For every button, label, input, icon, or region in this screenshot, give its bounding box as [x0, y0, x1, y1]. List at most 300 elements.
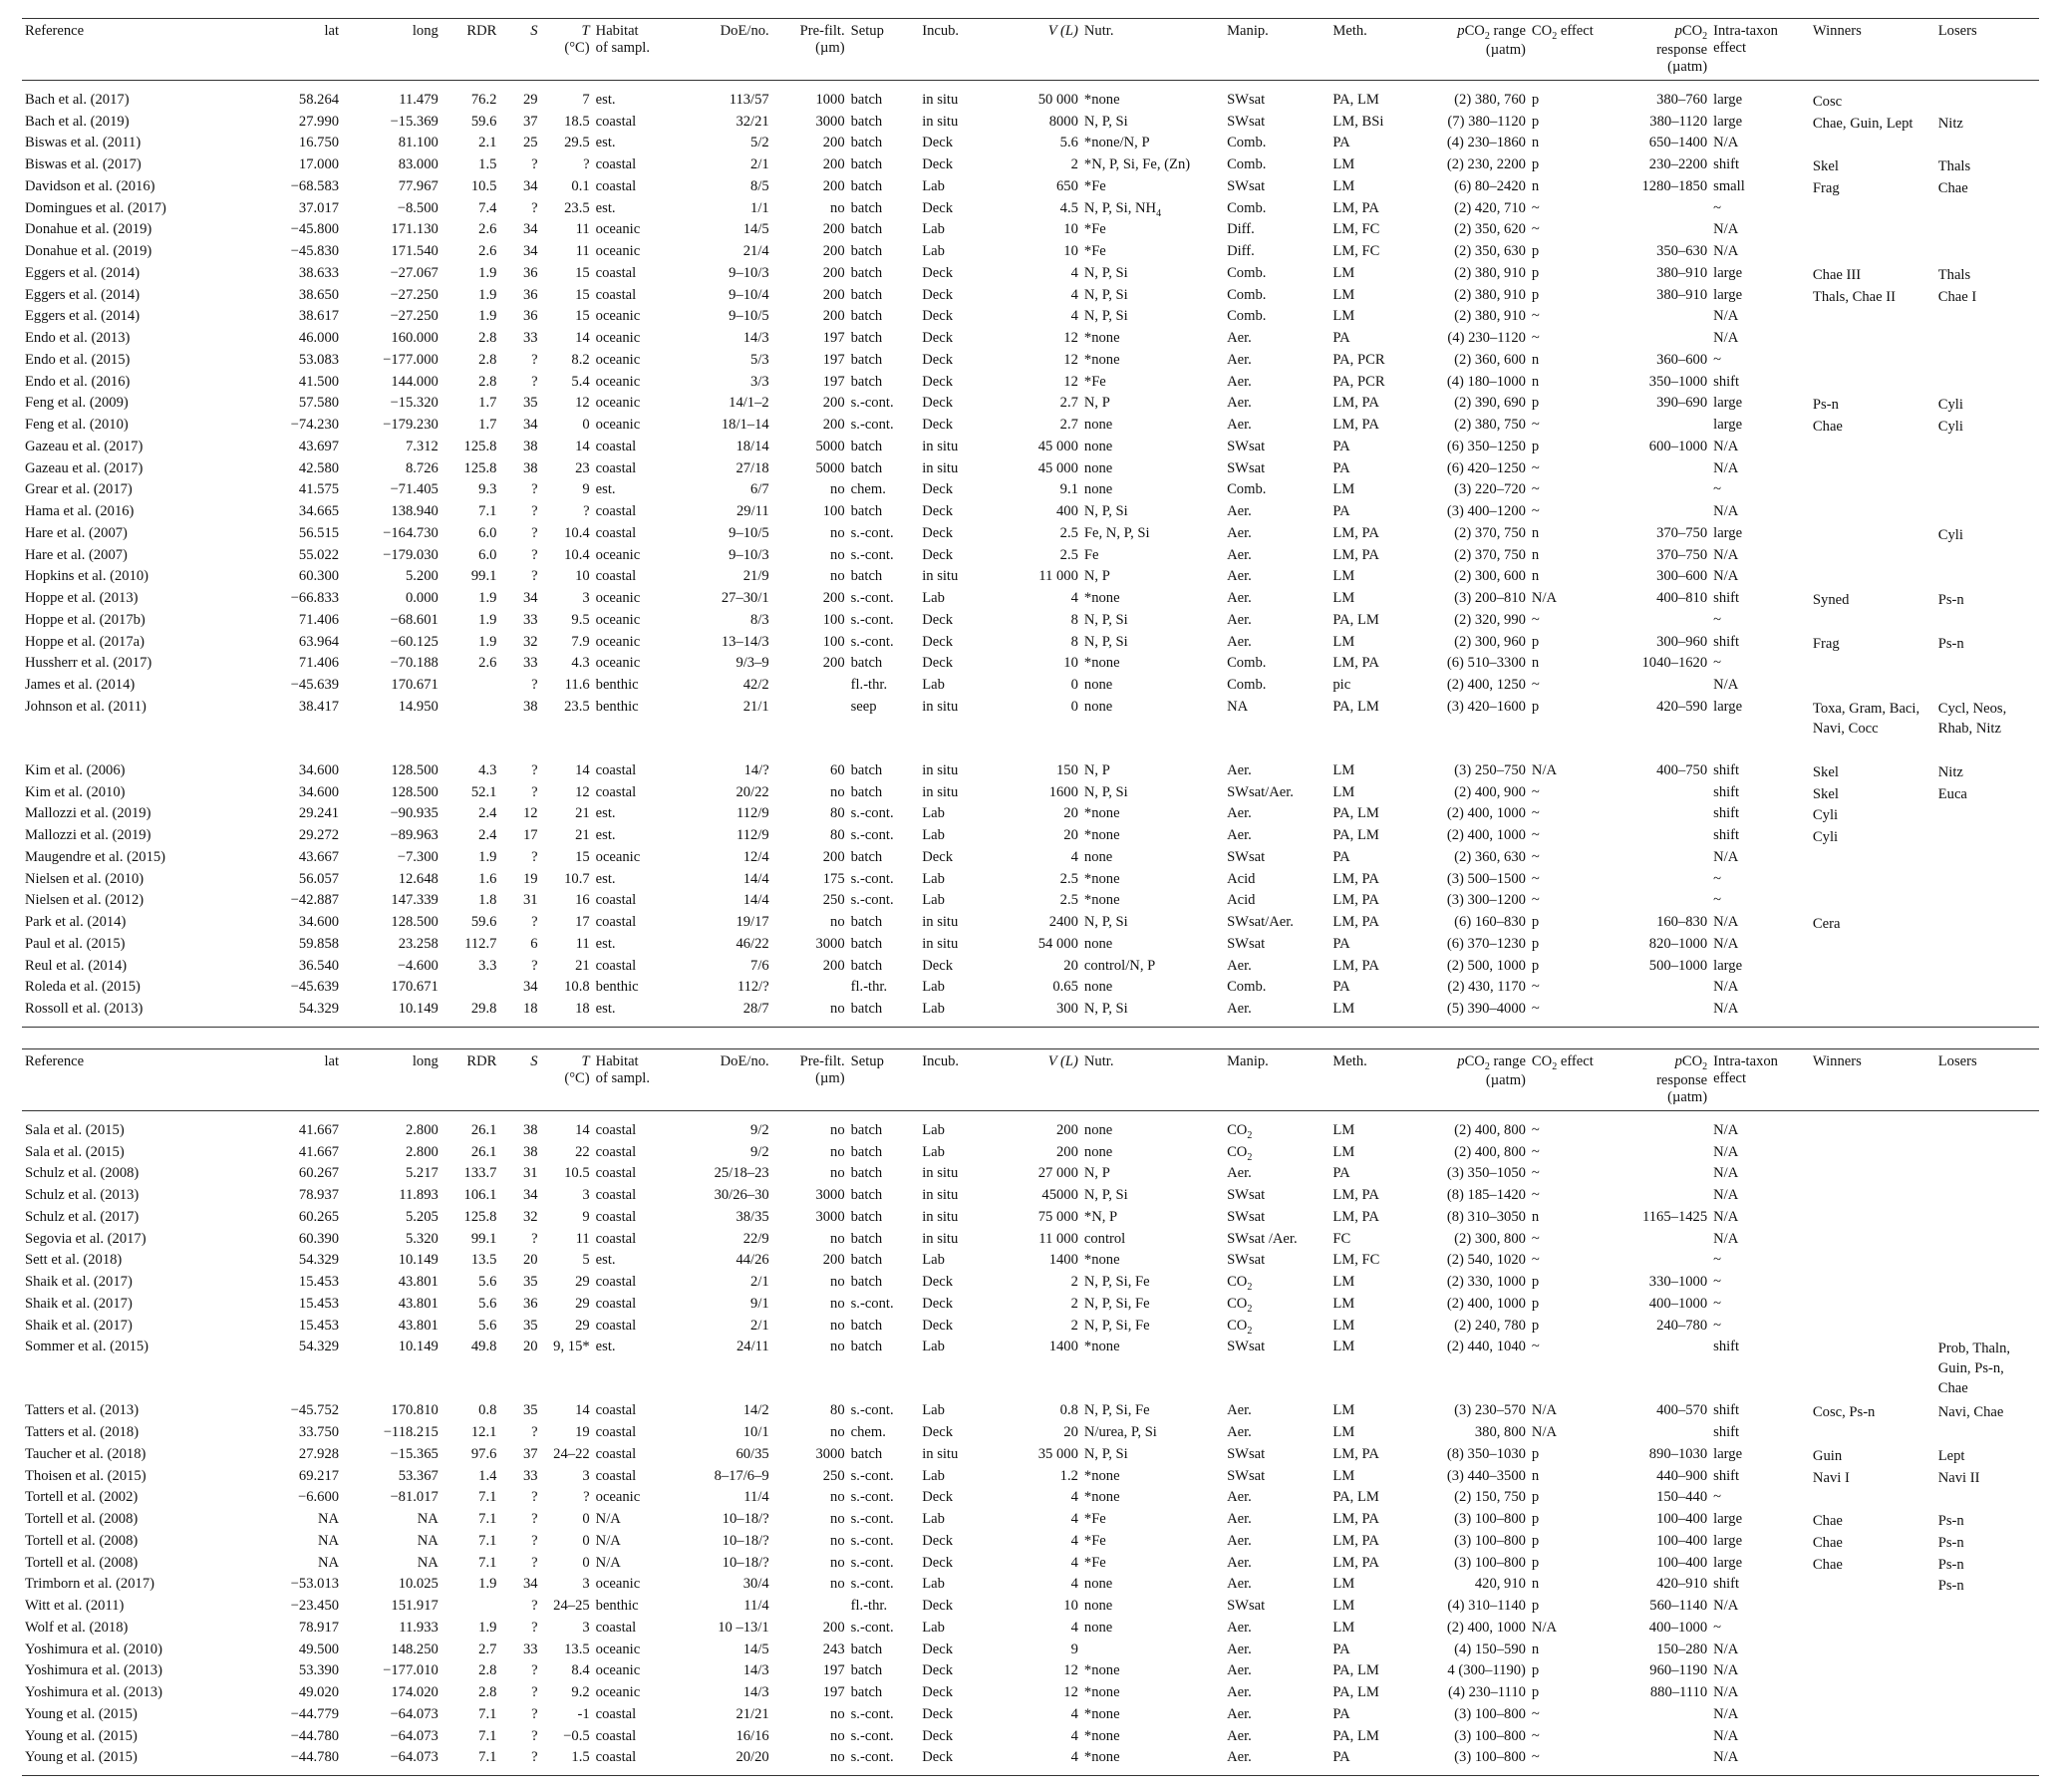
table-row [22, 893, 2039, 915]
cell-manip: Aer. [1227, 524, 1252, 541]
cell-setup: batch [850, 373, 883, 390]
cell-lat: −44.780 [268, 1750, 342, 1775]
cell-long: 77.967 [398, 177, 439, 194]
table-row [22, 309, 2039, 331]
cell-effect: ~ [1531, 805, 1540, 822]
cell-lat: −68.583 [290, 177, 340, 194]
cell-pre: no [830, 1143, 845, 1160]
cell-s: ? [499, 1750, 540, 1775]
cell-incub: in situ [922, 1230, 959, 1247]
cell-manip: $CO_2$ [1227, 1274, 1253, 1294]
table-row [22, 1643, 2039, 1664]
cell-nutr: N, P, Si [1083, 1187, 1128, 1204]
cell-manip: Aer. [1227, 503, 1252, 520]
cell-incub: Deck [922, 264, 953, 281]
cell-t: 14 [575, 1121, 590, 1138]
cell-rdr: 7.1 [478, 1489, 497, 1506]
cell-lat: −23.450 [290, 1598, 340, 1615]
cell-lose [1935, 440, 2039, 461]
cell-long: NA [417, 1554, 439, 1571]
cell-nutr: none [1083, 677, 1113, 694]
cell-setup: batch [850, 1445, 883, 1462]
cell-intra: large [1713, 698, 1743, 715]
cell-pre: 3000 [815, 1208, 845, 1225]
cell-t: 21 [575, 805, 590, 822]
cell-incub: Lab [922, 1121, 945, 1138]
cell-lose [1935, 1729, 2039, 1751]
cell-resp: 150–280 [1656, 1641, 1708, 1657]
cell-lat: 37.017 [298, 199, 340, 216]
cell-doe: 20/22 [736, 783, 769, 800]
cell-rdr: 26.1 [470, 1143, 497, 1160]
cell-v: 8 [1070, 633, 1078, 650]
cell-pre: 175 [822, 870, 845, 887]
cell-rdr: 2.8 [478, 1684, 497, 1701]
cell-win [1810, 136, 1935, 157]
cell-s: ? [531, 1554, 538, 1571]
cell-rdr: 1.9 [478, 1576, 497, 1593]
cell-ref: Schulz et al. (2017) [25, 1208, 140, 1225]
cell-pre: no [830, 1511, 845, 1528]
cell-doe: 9–10/4 [729, 286, 769, 303]
cell-t: 7 [582, 91, 590, 108]
cell-effect: p [1531, 1598, 1540, 1615]
cell-setup: batch [850, 1208, 883, 1225]
cell-incub: in situ [922, 935, 959, 952]
cell-s: 36 [523, 1295, 538, 1312]
cell-effect: N/A [1531, 590, 1558, 607]
cell-range: (3) 100–800 [1454, 1727, 1526, 1744]
cell-lose: Navi, Chae [1937, 1404, 2004, 1421]
cell-incub: Lab [922, 979, 945, 996]
cell-ref: Eggers et al. (2014) [25, 308, 141, 325]
column-header-resp [1618, 1049, 1710, 1111]
cell-doe: 42/2 [742, 677, 769, 694]
cell-setup: batch [848, 1002, 920, 1027]
cell-range: (2) 300, 960 [1454, 633, 1526, 650]
cell-range: (2) 400, 800 [1454, 1121, 1526, 1138]
cell-v: 20 [1063, 827, 1078, 844]
cell-s: 38 [523, 1121, 538, 1138]
cell-range: (2) 400, 1000 [1446, 805, 1526, 822]
cell-pre: 3000 [815, 1187, 845, 1204]
cell-rdr [441, 1599, 500, 1621]
cell-t: 18 [541, 1002, 593, 1027]
cell-incub: Deck [919, 1750, 1001, 1775]
cell-v: 2.7 [1059, 417, 1078, 434]
column-header-win [1810, 1049, 1935, 1111]
table-row [22, 1188, 2039, 1210]
cell-doe: 1/1 [750, 199, 769, 216]
table-row [22, 1145, 2039, 1167]
cell-nutr: *Fe [1083, 1554, 1106, 1571]
column-header-doe-line-1: DoE/no. [720, 1053, 769, 1069]
cell-range: (2) 300, 600 [1454, 568, 1526, 585]
cell-intra: N/A [1710, 1750, 1810, 1775]
cell-meth: LM, BSi [1332, 113, 1384, 130]
cell-s: 31 [523, 892, 538, 909]
table-row [22, 331, 2039, 353]
cell-intra: ~ [1713, 1317, 1722, 1334]
cell-resp: 360–600 [1656, 351, 1708, 368]
cell-t: 9.5 [571, 611, 590, 628]
cell-meth: LM [1332, 1339, 1355, 1355]
cell-rdr: 26.1 [470, 1121, 497, 1138]
cell-win [1810, 1707, 1935, 1729]
cell-rdr: 7.1 [478, 1554, 497, 1571]
cell-manip: Diff. [1227, 243, 1255, 260]
cell-long: 170.810 [391, 1402, 439, 1419]
cell-lat: 57.580 [298, 395, 340, 412]
cell-hab: coastal [595, 264, 637, 281]
cell-rdr: 0.8 [478, 1402, 497, 1419]
cell-s: 32 [523, 1208, 538, 1225]
cell-setup: batch [850, 438, 883, 454]
cell-effect: ~ [1531, 417, 1540, 434]
cell-win: Toxa, Gram, Baci, Navi, Cocc [1812, 700, 1920, 737]
cell-win: Guin [1812, 1447, 1843, 1464]
cell-manip: Acid [1227, 892, 1256, 909]
cell-t: ? [583, 156, 590, 173]
table-row [22, 1425, 2039, 1447]
cell-pre: no [830, 1424, 845, 1441]
cell-ref: Schulz et al. (2008) [25, 1165, 140, 1182]
cell-win [1810, 959, 1935, 981]
cell-rdr: 125.8 [463, 459, 497, 476]
cell-lat: 53.390 [298, 1662, 340, 1679]
cell-intra: ~ [1713, 1252, 1722, 1269]
cell-v: 650 [1056, 177, 1078, 194]
cell-effect: p [1531, 1511, 1540, 1528]
cell-meth: LM [1332, 1402, 1355, 1419]
cell-manip: Aer. [1227, 1165, 1252, 1182]
cell-intra: large [1713, 1532, 1743, 1549]
cell-intra: shift [1713, 1467, 1740, 1484]
cell-lat: 41.575 [298, 481, 340, 498]
cell-long: −164.730 [383, 524, 439, 541]
cell-pre: 80 [830, 827, 845, 844]
cell-nutr: *none [1083, 1684, 1120, 1701]
cell-long: −4.600 [397, 957, 439, 974]
cell-win [1810, 1188, 1935, 1210]
cell-rdr: 10.5 [470, 177, 497, 194]
cell-lose [1935, 678, 2039, 700]
cell-incub: Deck [922, 611, 953, 628]
cell-range: (2) 440, 1040 [1446, 1339, 1526, 1355]
cell-hab: coastal [595, 1317, 637, 1334]
cell-nutr: *Fe [1083, 373, 1106, 390]
table-row [22, 1469, 2039, 1491]
cell-v: 4 [1070, 308, 1078, 325]
cell-lose [1935, 201, 2039, 223]
cell-ref: Hussherr et al. (2017) [25, 655, 152, 672]
column-header-doe-line-1: DoE/no. [720, 23, 769, 39]
cell-lat: 58.264 [298, 91, 340, 108]
cell-hab: coastal [595, 1619, 637, 1636]
cell-ref: Mallozzi et al. (2019) [25, 805, 151, 822]
cell-incub: Deck [922, 417, 953, 434]
column-header-t-line-1: T [581, 23, 590, 39]
cell-range: (4) 180–1000 [1446, 373, 1526, 390]
cell-manip: Comb. [1227, 308, 1267, 325]
cell-meth: LM [1332, 1295, 1355, 1312]
cell-ref: Biswas et al. (2011) [25, 135, 142, 151]
cell-t: 23 [575, 459, 590, 476]
cell-setup: batch [850, 113, 883, 130]
cell-effect: ~ [1531, 892, 1540, 909]
cell-rdr: 5.6 [478, 1317, 497, 1334]
cell-hab: oceanic [595, 1662, 641, 1679]
cell-nutr: *none [1083, 892, 1120, 909]
cell-setup: s.-cont. [850, 870, 894, 887]
cell-ref: Hoppe et al. (2013) [25, 590, 139, 607]
cell-meth: PA, LM [1332, 827, 1379, 844]
cell-range: (2) 400, 1000 [1446, 1619, 1526, 1636]
cell-range: (3) 350–1050 [1446, 1165, 1526, 1182]
cell-lat: −44.779 [290, 1705, 340, 1722]
cell-range: (6) 370–1230 [1446, 935, 1526, 952]
cell-hab: oceanic [595, 308, 641, 325]
cell-long: 10.149 [398, 1339, 439, 1355]
cell-t: 9, 15* [553, 1339, 590, 1355]
cell-v: 2.5 [1059, 546, 1078, 563]
cell-win: Skel [1812, 158, 1839, 175]
table-row [22, 1319, 2039, 1341]
cell-lose [1935, 850, 2039, 872]
cell-range: (6) 160–830 [1454, 914, 1526, 931]
cell-setup: batch [850, 655, 883, 672]
cell-meth: LM [1332, 481, 1355, 498]
cell-win [1810, 222, 1935, 244]
column-header-nutr-line-1: Nutr. [1083, 23, 1114, 39]
cell-effect: p [1531, 1684, 1540, 1701]
cell-ref: Davidson et al. (2016) [25, 177, 155, 194]
cell-long: 10.149 [342, 1002, 441, 1027]
cell-effect: ~ [1531, 1187, 1540, 1204]
cell-meth: PA [1332, 330, 1350, 347]
cell-hab: oceanic [595, 395, 641, 412]
cell-nutr: none [1083, 1619, 1113, 1636]
cell-win [1810, 353, 1935, 375]
cell-ref: Eggers et al. (2014) [25, 264, 141, 281]
column-header-range-line-1: pCO$_2$ range [1457, 23, 1526, 42]
cell-long: 5.200 [405, 568, 439, 585]
cell-setup: batch [850, 1121, 883, 1138]
cell-lat: 29.241 [298, 805, 340, 822]
cell-s: ? [531, 957, 538, 974]
cell-doe: 9/2 [750, 1121, 769, 1138]
cell-setup: s.-cont. [850, 1705, 894, 1722]
cell-lose [1935, 461, 2039, 483]
cell-resp: 380–910 [1656, 264, 1708, 281]
cell-v: 2400 [1048, 914, 1078, 931]
cell-long: 174.020 [391, 1684, 439, 1701]
cell-doe: 9/2 [750, 1143, 769, 1160]
cell-range: (3) 230–570 [1454, 1402, 1526, 1419]
cell-manip: Aer. [1224, 1002, 1329, 1027]
cell-meth: LM, PA [1332, 892, 1379, 909]
cell-t: 23.5 [564, 199, 590, 216]
cell-intra: ~ [1713, 1619, 1722, 1636]
cell-doe: 21/4 [742, 243, 769, 260]
cell-resp: 1165–1425 [1642, 1208, 1708, 1225]
cell-doe: 44/26 [736, 1252, 769, 1269]
cell-range: (5) 390–4000 [1418, 1002, 1529, 1027]
cell-resp: 1040–1620 [1641, 655, 1708, 672]
cell-pre: no [830, 783, 845, 800]
cell-s: 38 [523, 698, 538, 715]
cell-win [1810, 1621, 1935, 1643]
cell-nutr: *none [1083, 1467, 1120, 1484]
cell-effect: n [1531, 568, 1540, 585]
cell-setup: s.-cont. [850, 1467, 894, 1484]
cell-resp: 400–1000 [1648, 1619, 1708, 1636]
cell-ref: Schulz et al. (2013) [25, 1187, 140, 1204]
cell-pre: no [830, 524, 845, 541]
cell-effect: N/A [1531, 1402, 1558, 1419]
cell-win [1810, 526, 1935, 548]
table-row [22, 591, 2039, 613]
column-header-pre-line-1: Pre-filt. [799, 23, 845, 39]
cell-meth: LM [1332, 177, 1355, 194]
cell-resp: 560–1140 [1649, 1598, 1708, 1615]
cell-lose: Ps-n [1937, 1534, 1964, 1551]
column-header-win-line-1: Winners [1812, 1053, 1862, 1069]
cell-doe: 25/18–23 [714, 1165, 769, 1182]
cell-incub: Deck [922, 1424, 953, 1441]
cell-doe: 5/3 [750, 351, 769, 368]
cell-pre: 200 [822, 590, 845, 607]
cell-doe: 21/1 [742, 698, 769, 715]
cell-long: 144.000 [391, 373, 439, 390]
cell-rdr: 1.6 [478, 870, 497, 887]
cell-intra: large [1713, 1445, 1743, 1462]
cell-s: ? [531, 1727, 538, 1744]
cell-s: 34 [523, 590, 538, 607]
cell-intra: large [1713, 417, 1743, 434]
cell-ref: Yoshimura et al. (2010) [25, 1641, 162, 1657]
cell-ref: Sett et al. (2018) [25, 1252, 123, 1269]
cell-lat: 38.617 [298, 308, 340, 325]
cell-rdr: 106.1 [463, 1187, 497, 1204]
cell-s: ? [531, 1598, 538, 1615]
cell-pre: no [830, 1165, 845, 1182]
cell-doe: 14/3 [742, 330, 769, 347]
cell-hab: coastal [595, 1295, 637, 1312]
cell-nutr: N, P, Si [1083, 308, 1128, 325]
cell-long: 170.671 [391, 677, 439, 694]
cell-range: (8) 185–1420 [1446, 1187, 1526, 1204]
cell-hab: coastal [595, 568, 637, 585]
cell-win: Cera [1812, 916, 1841, 933]
column-header-lose-line-1: Losers [1937, 1053, 1977, 1069]
cell-nutr: none [1083, 417, 1113, 434]
cell-lat: 46.000 [298, 330, 340, 347]
cell-lat: 60.265 [298, 1208, 340, 1225]
cell-lose [1935, 482, 2039, 504]
cell-setup: batch [850, 568, 883, 585]
cell-pre: no [772, 1002, 848, 1027]
cell-hab: oceanic [595, 1684, 641, 1701]
cell-lose: Lept [1937, 1447, 1965, 1464]
cell-range: (6) 80–2420 [1454, 177, 1526, 194]
cell-hab: est. [595, 805, 616, 822]
cell-incub: Lab [922, 1143, 945, 1160]
cell-range: (3) 100–800 [1454, 1554, 1526, 1571]
cell-t: 4.3 [571, 655, 590, 672]
cell-hab: coastal [595, 438, 637, 454]
column-header-meth-line-1: Meth. [1332, 1053, 1367, 1069]
cell-s: 17 [523, 827, 538, 844]
cell-doe: 9/1 [750, 1295, 769, 1312]
cell-v: 12 [1063, 373, 1078, 390]
cell-lat: 34.665 [298, 503, 340, 520]
cell-t: 10 [575, 568, 590, 585]
cell-manip: SWsat [1227, 1445, 1266, 1462]
cell-resp: 300–600 [1656, 568, 1708, 585]
cell-v: 0 [1070, 677, 1078, 694]
cell-t: 11.6 [564, 677, 590, 694]
cell-meth: LM, FC [1332, 221, 1380, 238]
cell-long: −8.500 [397, 199, 439, 216]
cell-rdr: 52.1 [470, 783, 497, 800]
cell-s: 35 [523, 395, 538, 412]
cell-manip: Aer. [1227, 351, 1252, 368]
cell-intra: small [1713, 177, 1745, 194]
cell-t: 14 [575, 438, 590, 454]
cell-range: 420, 910 [1474, 1576, 1526, 1593]
cell-hab: coastal [595, 761, 637, 778]
cell-hab: oceanic [595, 611, 641, 628]
cell-manip: Aer. [1227, 957, 1252, 974]
cell-lose [1935, 980, 2039, 1002]
cell-pre: 200 [822, 1619, 845, 1636]
cell-nutr: N, P [1083, 568, 1110, 585]
cell-effect: ~ [1531, 503, 1540, 520]
cell-pre: 1000 [815, 91, 845, 108]
cell-t: 12 [575, 395, 590, 412]
cell-lose: Thals [1937, 158, 1971, 175]
cell-meth: PA [1329, 1750, 1418, 1775]
cell-incub: Lab [922, 177, 945, 194]
cell-rdr: 59.6 [470, 914, 497, 931]
cell-resp: 330–1000 [1648, 1274, 1708, 1291]
column-header-resp-line-1: pCO$_2$ [1674, 23, 1708, 42]
cell-doe: 38/35 [736, 1208, 769, 1225]
cell-long: 10.025 [398, 1576, 439, 1593]
cell-pre: 197 [822, 330, 845, 347]
cell-win: Chae III [1812, 266, 1862, 283]
cell-intra: shift [1713, 827, 1740, 844]
cell-t: 14 [575, 330, 590, 347]
cell-meth: LM, PA [1332, 1208, 1379, 1225]
cell-hab: coastal [595, 957, 637, 974]
cell-long: NA [417, 1511, 439, 1528]
cell-s: 35 [523, 1274, 538, 1291]
cell-pre: 200 [822, 264, 845, 281]
cell-resp [1618, 678, 1710, 700]
cell-t: 0 [582, 417, 590, 434]
cell-lat: −45.639 [290, 677, 340, 694]
table-row [22, 1253, 2039, 1275]
cell-ref: Bach et al. (2019) [25, 113, 130, 130]
cell-long: 171.540 [391, 243, 439, 260]
cell-pre: no [830, 1295, 845, 1312]
cell-lose: Prob, Thaln, Guin, Ps-n, Chae [1937, 1341, 2011, 1396]
cell-rdr: 6.0 [478, 546, 497, 563]
cell-t: 11 [575, 935, 590, 952]
cell-manip: Comb. [1227, 264, 1267, 281]
